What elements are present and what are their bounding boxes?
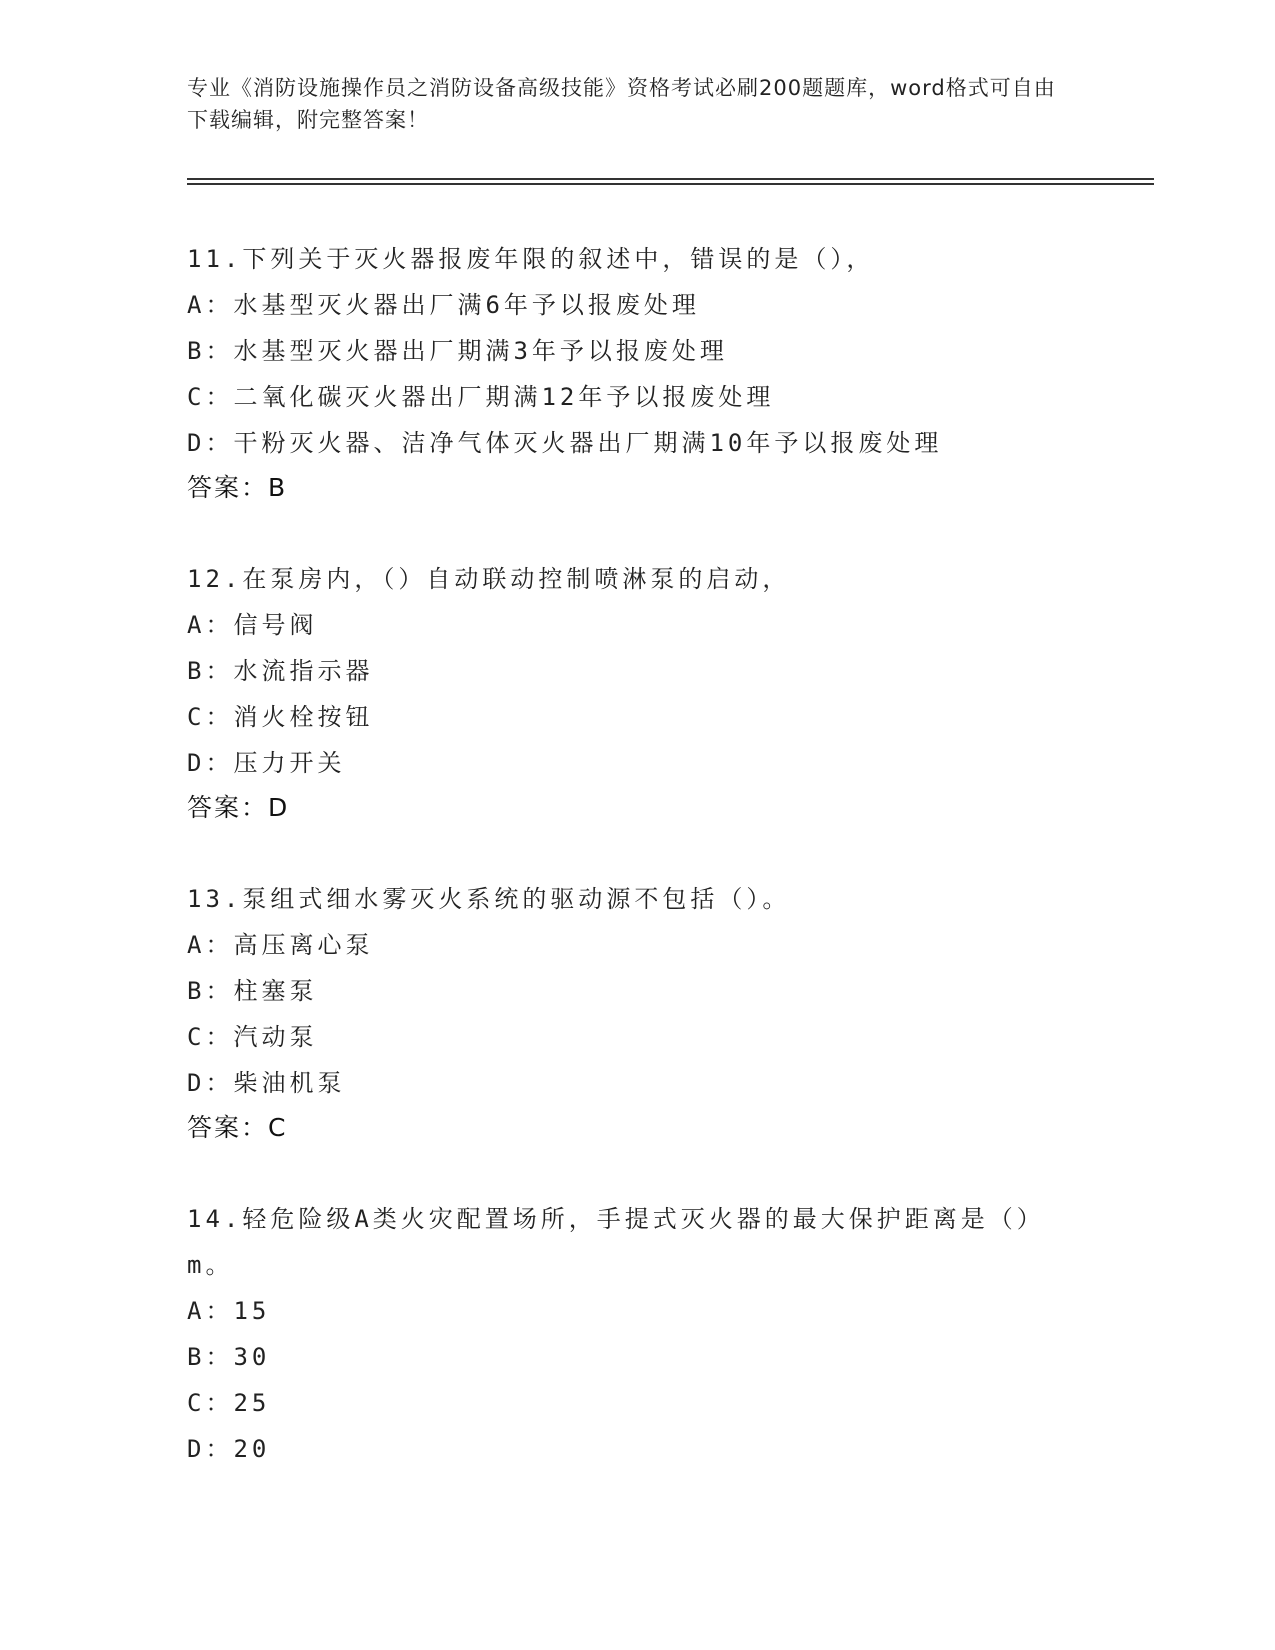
option-c: C：汽动泵: [187, 1023, 318, 1051]
document-header: 专业《消防设施操作员之消防设备高级技能》资格考试必刷200题题库，word格式可自由下载编辑，附完整答案！: [187, 76, 1056, 132]
option-c: C：25: [187, 1389, 271, 1417]
question-stem: 12.在泵房内，（）自动联动控制喷淋泵的启动，: [187, 565, 791, 593]
option-d: D：柴油机泵: [187, 1069, 346, 1097]
option-c: C：二氧化碳灭火器出厂期满12年予以报废处理: [187, 383, 775, 411]
option-b: B：水流指示器: [187, 657, 374, 685]
header-divider-bottom: [187, 183, 1154, 185]
option-d: D：20: [187, 1435, 271, 1463]
question-11: [187, 236, 1087, 510]
question-12: [187, 556, 1087, 830]
option-b: B：水基型灭火器出厂期满3年予以报废处理: [187, 337, 728, 365]
option-c: C：消火栓按钮: [187, 703, 374, 731]
option-b: B：30: [187, 1343, 271, 1371]
question-stem: 13.泵组式细水雾灭火系统的驱动源不包括（）。: [187, 885, 791, 913]
header-divider-top: [187, 178, 1154, 180]
question-14: [187, 1196, 1087, 1472]
option-d: D：压力开关: [187, 749, 346, 777]
question-stem: 14.轻危险级A类火灾配置场所，手提式灭火器的最大保护距离是（）m。: [187, 1205, 1045, 1279]
option-a: A：高压离心泵: [187, 931, 374, 959]
answer: 答案：B: [187, 473, 288, 502]
option-a: A：水基型灭火器出厂满6年予以报废处理: [187, 291, 700, 319]
option-a: A：信号阀: [187, 611, 318, 639]
option-a: A：15: [187, 1297, 271, 1325]
question-13: [187, 876, 1087, 1150]
answer: 答案：D: [187, 793, 290, 822]
answer: 答案：C: [187, 1113, 288, 1142]
option-d: D：干粉灭火器、洁净气体灭火器出厂期满10年予以报废处理: [187, 429, 943, 457]
option-b: B：柱塞泵: [187, 977, 318, 1005]
question-stem: 11.下列关于灭火器报废年限的叙述中，错误的是（），: [187, 245, 875, 273]
